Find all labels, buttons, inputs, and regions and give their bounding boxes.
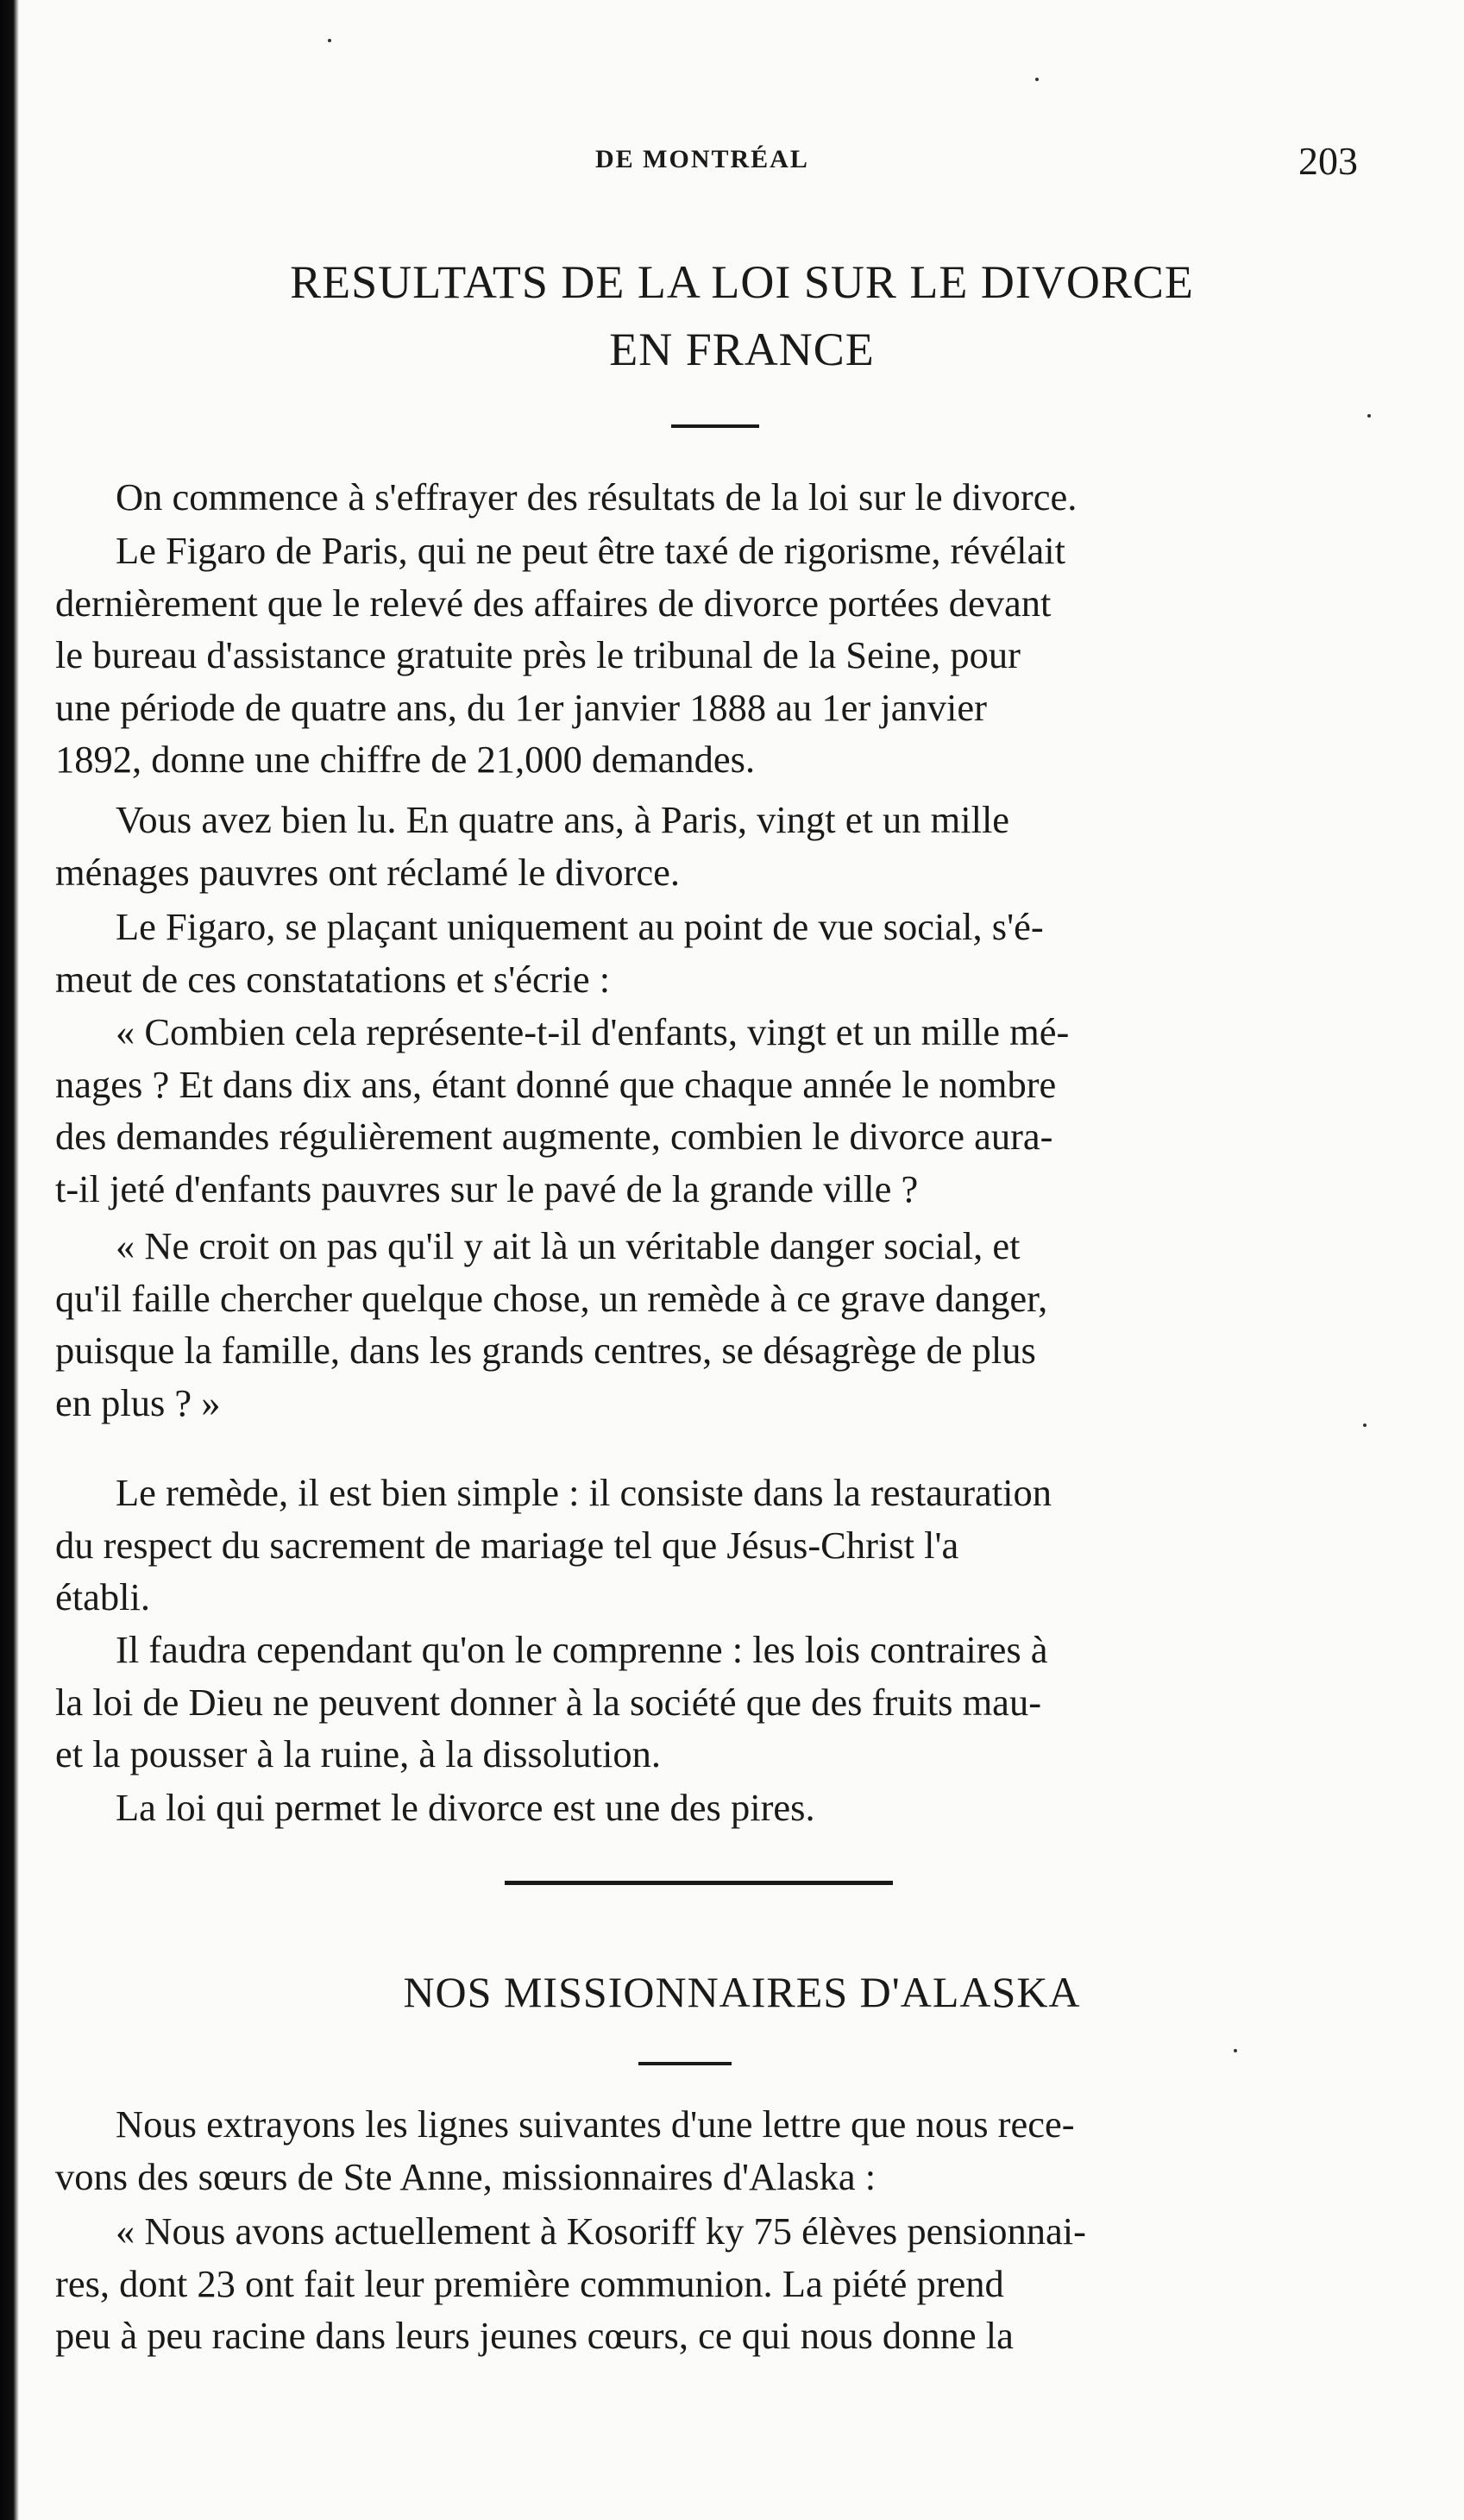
print-speck xyxy=(1234,2049,1237,2052)
article1-paragraph xyxy=(55,1782,1349,1834)
text-line: Le remède, il est bien simple : il consiste dans la restauration xyxy=(116,1471,1052,1514)
text-line: « Combien cela représente-t-il d'enfants, vingt et un mille mé- xyxy=(116,1010,1070,1053)
text-line: la loi de Dieu ne peuvent donner à la société que des fruits mau- xyxy=(55,1680,1042,1724)
text-line: et la pousser à la ruine, à la dissolution. xyxy=(55,1732,661,1775)
text-line: res, dont 23 ont fait leur première communion. La piété prend xyxy=(55,2261,1004,2305)
print-speck xyxy=(1367,414,1371,418)
text-line: puisque la famille, dans les grands centres, se désagrège de plus xyxy=(55,1329,1036,1372)
text-line: meut de ces constatations et s'écrie : xyxy=(55,957,611,1001)
binding-edge xyxy=(0,0,19,2520)
text-line: t-il jeté d'enfants pauvres sur le pavé de la grande ville ? xyxy=(55,1166,919,1210)
article2-title: NOS MISSIONNAIRES D'ALASKA xyxy=(403,1968,1081,2016)
article1-paragraph xyxy=(55,794,1349,898)
section-divider xyxy=(505,1881,893,1885)
text-line: qu'il faille chercher quelque chose, un remède à ce grave danger, xyxy=(55,1276,1048,1320)
text-line: dernièrement que le relevé des affaires de divorce portées devant xyxy=(55,581,1052,625)
text-line: « Ne croit on pas qu'il y ait là un véritable danger social, et xyxy=(116,1224,1021,1267)
article1-title-line2: EN FRANCE xyxy=(609,324,875,375)
text-line: nages ? Et dans dix ans, étant donné que chaque année le nombre xyxy=(55,1062,1057,1106)
text-line: du respect du sacrement de mariage tel que Jésus-Christ l'a xyxy=(55,1523,959,1567)
title-rule xyxy=(638,2062,732,2065)
text-line: le bureau d'assistance gratuite près le tribunal de la Seine, pour xyxy=(55,633,1021,676)
print-speck xyxy=(1035,78,1039,81)
text-line: établi. xyxy=(55,1575,150,1618)
print-speck xyxy=(1363,1423,1367,1427)
text-line: « Nous avons actuellement à Kosoriff ky 75 élèves pensionnai- xyxy=(116,2209,1086,2253)
article1-paragraph xyxy=(55,901,1349,1005)
print-speck xyxy=(328,39,331,42)
text-line: Nous extrayons les lignes suivantes d'une lettre que nous rece- xyxy=(116,2102,1075,2146)
text-line: vons des sœurs de Ste Anne, missionnaires d'Alaska : xyxy=(55,2154,877,2198)
article2-paragraph xyxy=(55,2098,1349,2203)
text-line: Vous avez bien lu. En quatre ans, à Paris, vingt et un mille xyxy=(116,798,1010,841)
article1-title-line1: RESULTATS DE LA LOI SUR LE DIVORCE xyxy=(290,256,1194,308)
article1-paragraph xyxy=(55,1220,1349,1429)
article1-paragraph xyxy=(55,1467,1349,1624)
text-line: Le Figaro, se plaçant uniquement au point de vue social, s'é- xyxy=(116,905,1044,948)
text-line: des demandes régulièrement augmente, combien le divorce aura- xyxy=(55,1115,1053,1158)
page-number: 203 xyxy=(1298,139,1358,183)
text-line: 1892, donne une chiffre de 21,000 demandes. xyxy=(55,738,756,781)
text-line: On commence à s'effrayer des résultats de la loi sur le divorce. xyxy=(116,475,1078,518)
article1-paragraph xyxy=(55,1624,1349,1781)
article1-paragraph xyxy=(55,1006,1349,1215)
article2-paragraph xyxy=(55,2205,1349,2362)
text-line: ménages pauvres ont réclamé le divorce. xyxy=(55,850,681,894)
article1-paragraph xyxy=(55,525,1349,786)
text-line: Le Figaro de Paris, qui ne peut être taxé de rigorisme, révélait xyxy=(116,529,1065,572)
text-line: une période de quatre ans, du 1er janvier 1888 au 1er janvier xyxy=(55,685,987,729)
text-line: La loi qui permet le divorce est une des pires. xyxy=(116,1786,815,1829)
title-rule xyxy=(671,424,759,428)
text-line: peu à peu racine dans leurs jeunes cœurs, ce qui nous donne la xyxy=(55,2314,1014,2357)
running-head: DE MONTRÉAL xyxy=(595,145,809,173)
article1-paragraph xyxy=(55,471,1349,524)
text-line: Il faudra cependant qu'on le comprenne : les lois contraires à xyxy=(116,1628,1048,1671)
text-line: en plus ? » xyxy=(55,1380,221,1424)
